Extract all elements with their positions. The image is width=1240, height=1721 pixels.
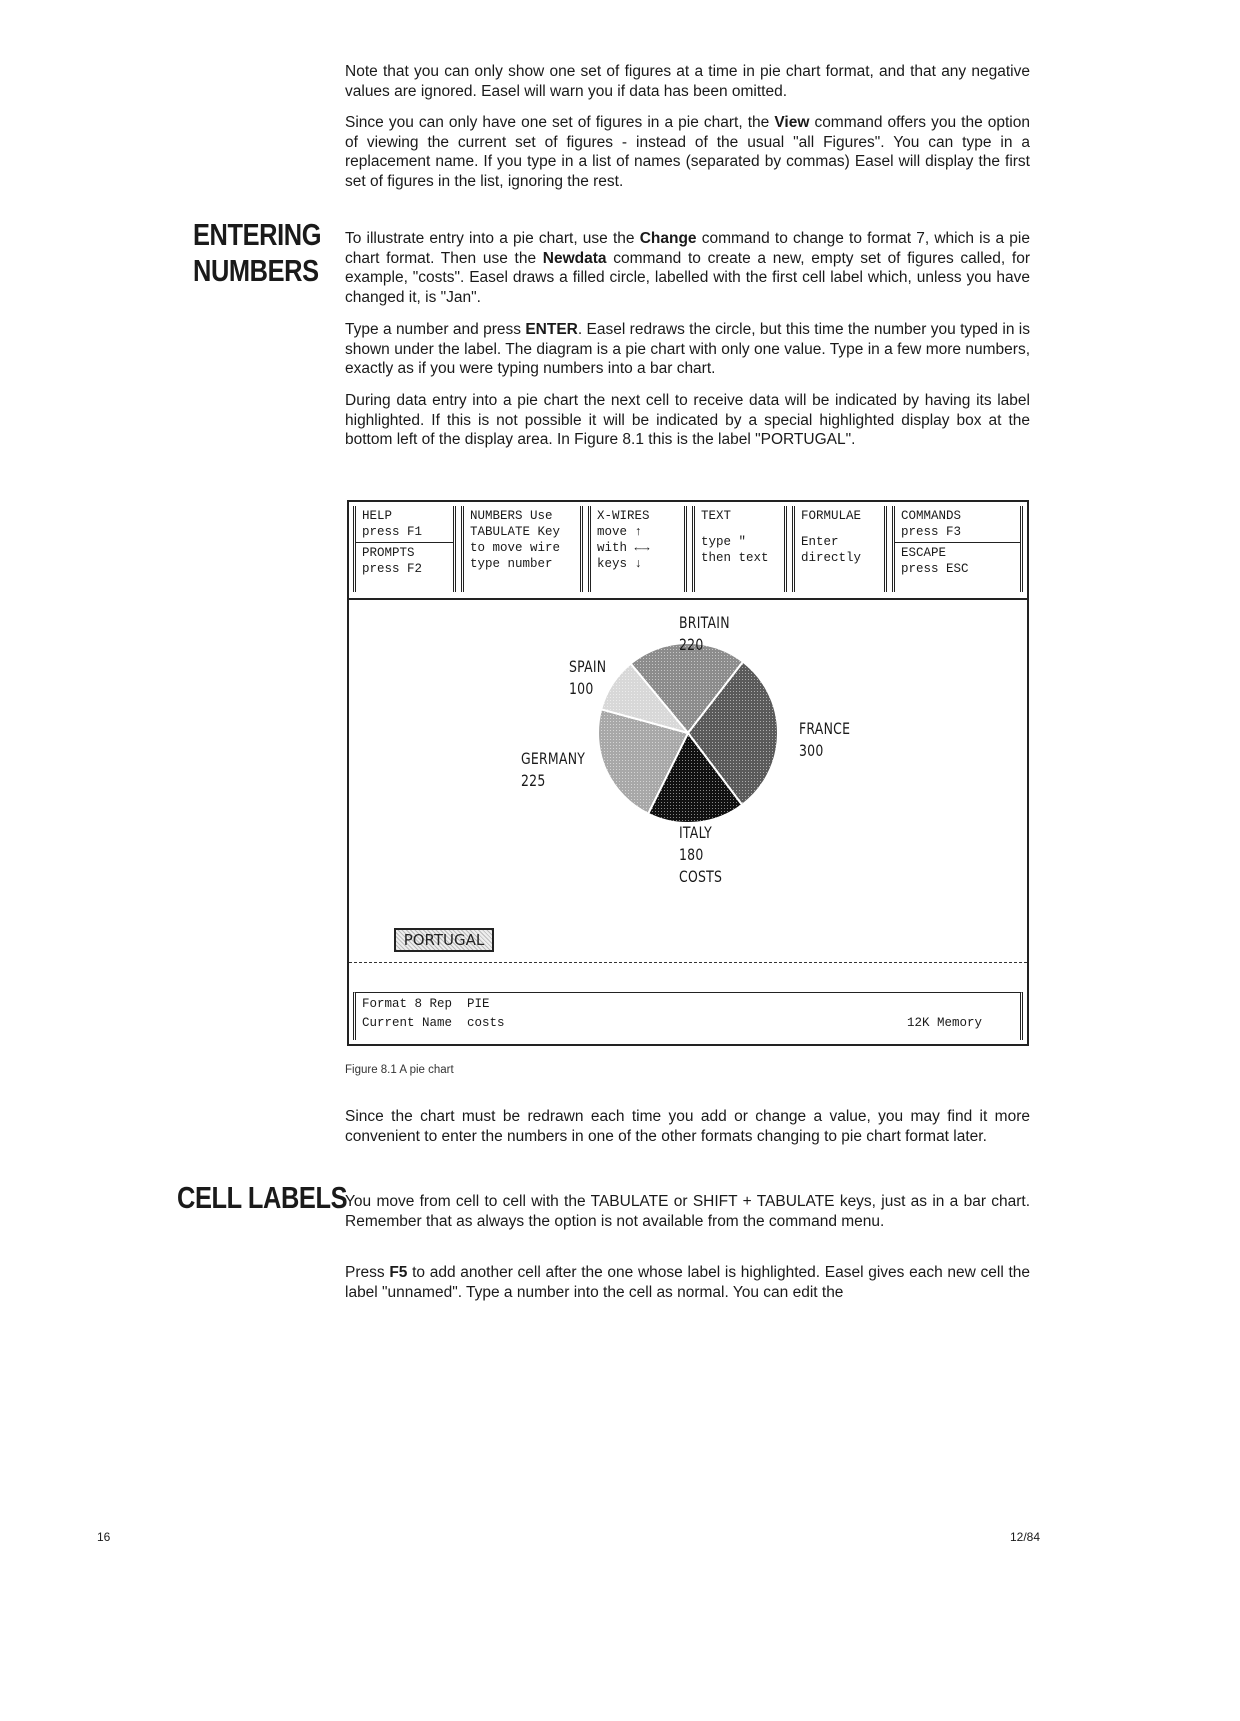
command-cell-xwires: X-WIRES move ↑ with ←→ keys ↓ (588, 506, 687, 592)
entering-paragraph-1: To illustrate entry into a pie chart, use the Change command to change to format 7, which is a pie chart format. Then use the Newdata command to create a new, empty set of figures called, for example, "costs". Easel draws a filled circle, labelled with the first cell label which, unless you have changed it, is "Jan". (345, 230, 1030, 306)
command-cell-text: TEXT type " then text (692, 506, 787, 592)
command-cell-formulae: FORMULAE Enter directly (792, 506, 887, 592)
after-figure-paragraph: Since the chart must be redrawn each time you add or change a value, you may find it more convenient to enter the numbers in one of the other formats changing to pie chart format later. (345, 1108, 1030, 1145)
next-cell-highlight-box: PORTUGAL (394, 928, 494, 952)
figure-caption: Figure 8.1 A pie chart (345, 1064, 454, 1076)
label-italy: ITALY 180 COSTS (679, 823, 723, 886)
label-germany: GERMANY 225 (521, 749, 586, 790)
command-menu-bar (349, 502, 1027, 600)
page-date: 12/84 (1010, 1530, 1041, 1544)
command-cell-help: HELP press F1 PROMPTS press F2 (353, 506, 456, 592)
entering-paragraph-3: During data entry into a pie chart the next cell to receive data will be indicated by having its label highlighted. If this is not possible it will be indicated by a special highlighted display box at the bottom left of the display area. In Figure 8.1 this is the label "PORTUGAL". (345, 392, 1030, 448)
label-spain: SPAIN 100 (569, 657, 607, 698)
cell-labels-paragraph-2: Press F5 to add another cell after the one whose label is highlighted. Easel gives each new cell the label "unnamed". Type a number into the cell as normal. You can edit the (345, 1264, 1031, 1301)
section-heading-entering-numbers: ENTERING NUMBERS (193, 217, 322, 288)
section-heading-cell-labels: CELL LABELS (177, 1180, 348, 1215)
pie-chart-area (349, 598, 1027, 948)
divider-line (349, 962, 1027, 963)
page-number: 16 (97, 1530, 111, 1544)
command-cell-numbers: NUMBERS Use TABULATE Key to move wire type number (461, 506, 583, 592)
intro-paragraph-1: Note that you can only show one set of figures at a time in pie chart format, and that any negative values are ignored. Easel will warn you if data has been omitted. (345, 63, 1030, 100)
entering-paragraph-2: Type a number and press ENTER. Easel redraws the circle, but this time the number you typed in is shown under the label. The diagram is a pie chart with only one value. Type in a few more numbers, exactly as if you were typing numbers into a bar chart. (345, 321, 1030, 377)
status-bar: Format 8 Rep PIE Current Name costs 12K Memory (353, 992, 1023, 1040)
label-france: FRANCE 300 (799, 719, 851, 760)
intro-paragraph-2: Since you can only have one set of figures in a pie chart, the View command offers you the option of viewing the current set of figures - instead of the usual "all Figures". You can type in a replacement name. If you type in a list of names (separated by commas) Easel will display the first set of figures in the list, ignoring the rest. (345, 114, 1030, 190)
memory-readout: 12K Memory (907, 1016, 983, 1030)
command-cell-commands: COMMANDS press F3 ESCAPE press ESC (892, 506, 1023, 592)
cell-labels-paragraph-1: You move from cell to cell with the TABULATE or SHIFT + TABULATE keys, just as in a bar chart. Remember that as always the option is not available from the command menu. (345, 1193, 1031, 1230)
easel-screen-figure (347, 500, 1029, 1046)
label-britain: BRITAIN 220 (679, 613, 730, 654)
